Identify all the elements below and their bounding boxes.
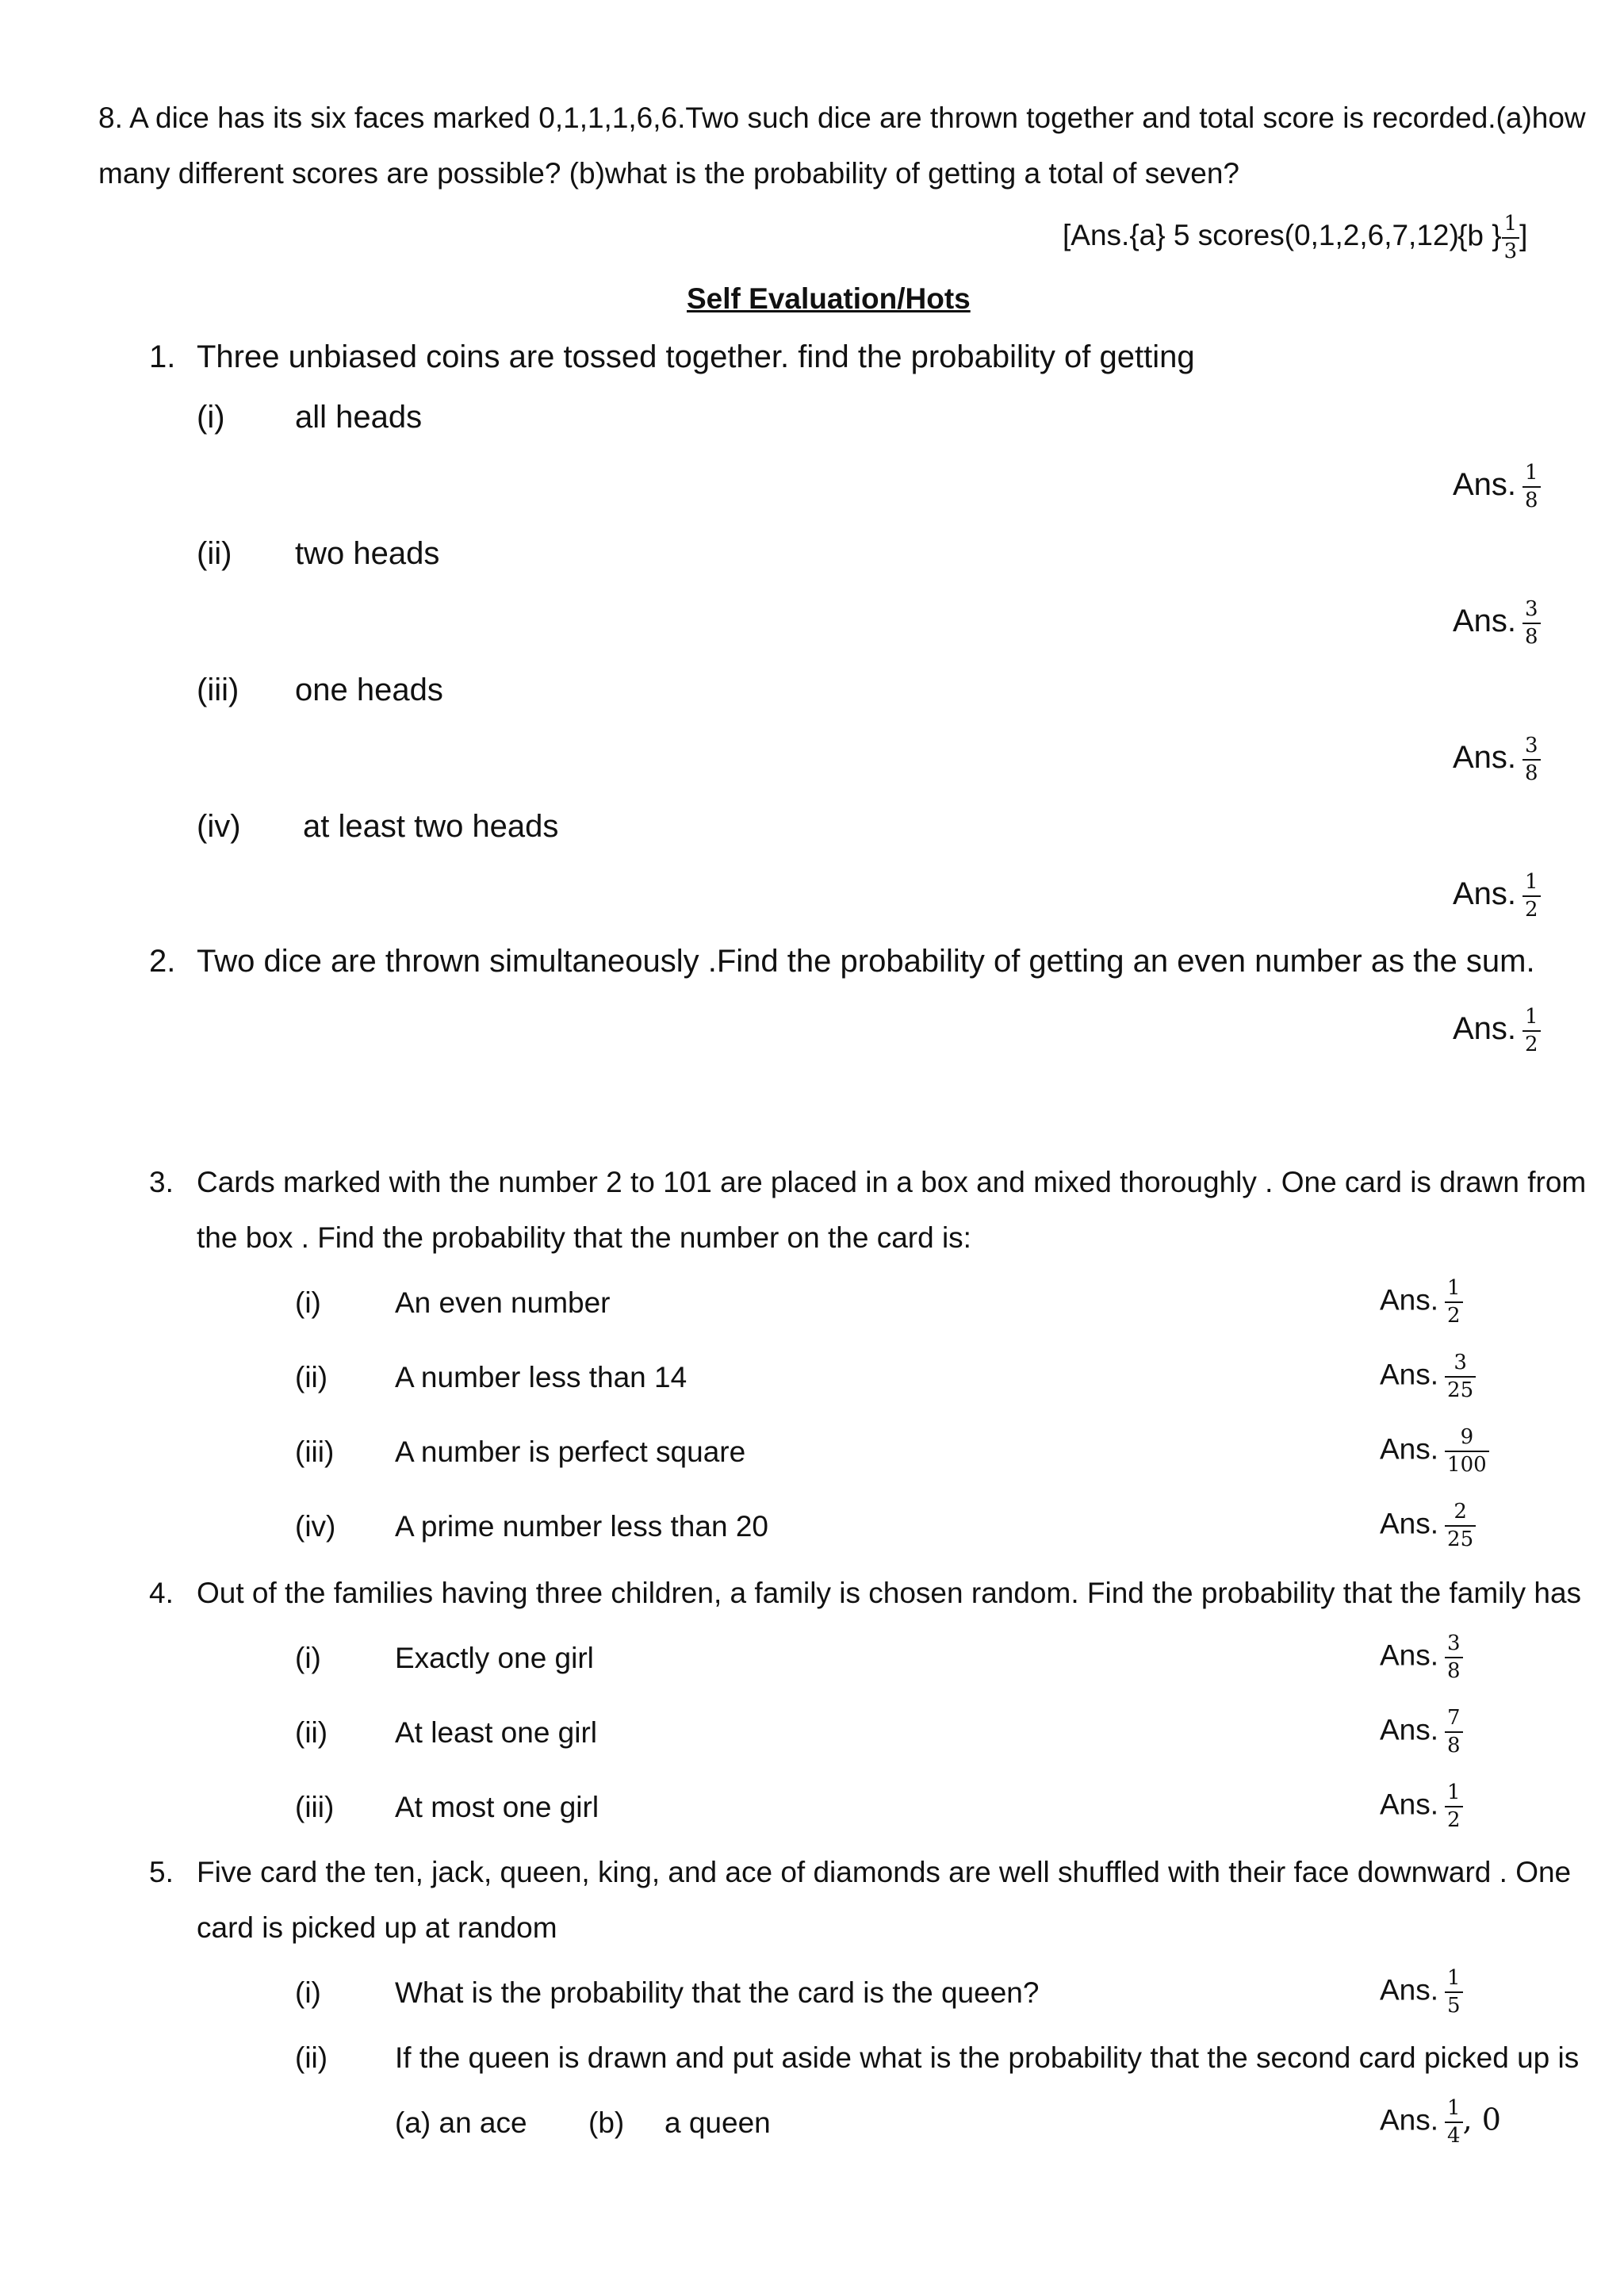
q3-part-text: A number less than 14 [395, 1361, 688, 1393]
q5-sub-answer: Ans. $\frac{1}{4}$ , 0 [1380, 2096, 1501, 2148]
q1-text: Three unbiased coins are tossed together. find the probability of getting [197, 339, 1195, 374]
q2-number: 2. [149, 944, 176, 979]
q8-line1: 8. A dice has its six faces marked 0,1,1,1,6,6.Two such dice are thrown together and total score is recorded.(a)how [98, 102, 1586, 134]
q1-part-label: (i) [197, 400, 225, 435]
q3-part-label: (i) [295, 1286, 321, 1319]
q8-line2: many different scores are possible? (b)what is the probability of getting a total of seven? [98, 157, 1240, 190]
q4-part-label: (iii) [295, 1791, 335, 1823]
q5-part-answer: Ans. $\frac{1}{5}$ [1380, 1967, 1463, 2017]
q5-line2: card is picked up at random [197, 1911, 557, 1944]
q4-part-label: (i) [295, 1642, 321, 1674]
q4-part-label: (ii) [295, 1716, 328, 1749]
q5-part-text: If the queen is drawn and put aside what is the probability that the second card picked up is [395, 2041, 1580, 2074]
q1-number: 1. [149, 339, 176, 374]
q2-text: Two dice are thrown simultaneously .Find the probability of getting an even number as the sum. [197, 944, 1535, 979]
q4-part-text: Exactly one girl [395, 1642, 594, 1674]
q3-part-answer: Ans. $\frac{3}{25}$ [1380, 1351, 1476, 1401]
q3-part-answer: Ans. $\frac{2}{25}$ [1380, 1501, 1476, 1550]
q1-part-text: all heads [295, 400, 423, 435]
q5-part-label: (ii) [295, 2041, 328, 2074]
q4-part-answer: Ans. $\frac{7}{8}$ [1380, 1707, 1463, 1757]
q3-number: 3. [149, 1166, 174, 1198]
q1-part-label: (iv) [197, 809, 241, 844]
q1-part-answer: Ans. $\frac{3}{8}$ [1453, 734, 1541, 784]
q1-part-label: (iii) [197, 673, 239, 707]
q8-answer-b: {b } $\frac{1}{3}$ ] [1457, 212, 1528, 264]
q3-part-label: (iii) [295, 1435, 335, 1468]
q8-answer-a: [Ans.{a} 5 scores(0,1,2,6,7,12) [1063, 219, 1459, 251]
q1-part-answer: Ans. $\frac{3}{8}$ [1453, 598, 1541, 648]
q4-part-answer: Ans. $\frac{3}{8}$ [1380, 1632, 1463, 1682]
q3-line1: Cards marked with the number 2 to 101 are placed in a box and mixed thoroughly . One card is drawn from [197, 1166, 1587, 1198]
q5-number: 5. [149, 1856, 174, 1888]
q3-part-text: An even number [395, 1286, 611, 1319]
q1-part-text: at least two heads [303, 809, 559, 844]
q3-part-text: A number is perfect square [395, 1435, 746, 1468]
q2-answer: Ans. $\frac{1}{2}$ [1453, 1006, 1541, 1056]
section-heading: Self Evaluation/Hots [687, 282, 971, 315]
q5-part-label: (i) [295, 1976, 321, 2009]
q1-part-text: one heads [295, 673, 443, 707]
q4-part-text: At most one girl [395, 1791, 599, 1823]
q5-part-text: What is the probability that the card is the queen? [395, 1976, 1040, 2009]
q1-part-text: two heads [295, 536, 440, 571]
q4-number: 4. [149, 1577, 174, 1609]
q3-part-answer: Ans. $\frac{1}{2}$ [1380, 1277, 1463, 1327]
q4-part-answer: Ans. $\frac{1}{2}$ [1380, 1781, 1463, 1831]
q4-text: Out of the families having three children, a family is chosen random. Find the probability that the family has [197, 1577, 1582, 1609]
q3-part-label: (iv) [295, 1510, 336, 1543]
q1-part-label: (ii) [197, 536, 232, 571]
q3-part-answer: Ans. $\frac{9}{100}$ [1380, 1426, 1489, 1476]
q1-part-answer: Ans. $\frac{1}{8}$ [1453, 462, 1541, 512]
q4-part-text: At least one girl [395, 1716, 598, 1749]
q3-part-text: A prime number less than 20 [395, 1510, 768, 1543]
q3-part-label: (ii) [295, 1361, 328, 1393]
q5-line1: Five card the ten, jack, queen, king, and ace of diamonds are well shuffled with their face downward . One [197, 1856, 1572, 1888]
q5-sub-b-label: (b) [588, 2106, 625, 2139]
q5-sub-b-text: a queen [665, 2106, 771, 2139]
q5-sub-a: (a) an ace [395, 2106, 527, 2139]
q3-line2: the box . Find the probability that the number on the card is: [197, 1221, 971, 1254]
q1-part-answer: Ans. $\frac{1}{2}$ [1453, 871, 1541, 921]
